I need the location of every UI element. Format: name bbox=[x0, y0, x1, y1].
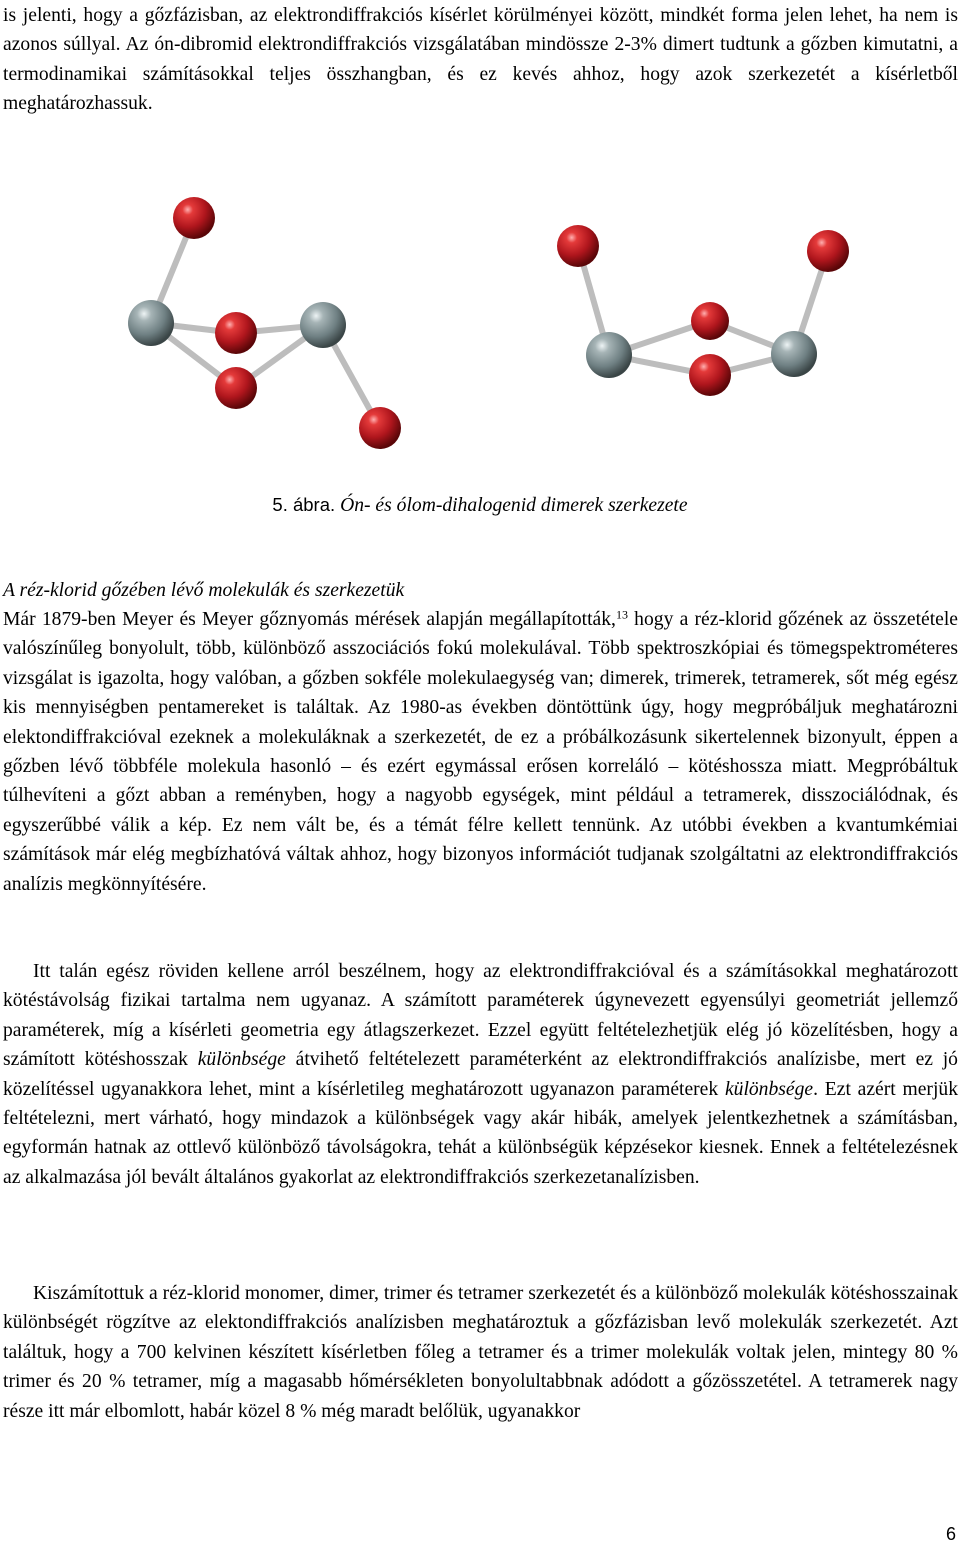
body-paragraph-2 bbox=[3, 957, 958, 1192]
emphasis-kulonbsege-2: különbsége bbox=[724, 1078, 814, 1100]
left-dimer-molecule bbox=[128, 197, 401, 449]
right-bridge-halogen-atom-1 bbox=[691, 302, 729, 340]
paragraph-2-text-c: . Ezt azért merjük feltételezni, mert várható, hogy mindazok a különbségek vagy akár hibák, amelyek jelentkezhetnek a számításban, egyformán hatnak az ottlevő különböző távolságokra, tehát a különbségük képzésekor kiesnek. Ennek a feltételezésnek az alkalmazása jól bevált általános gyakorlat az elektrondiffrakciós szerkezetanalízisben. bbox=[3, 1078, 958, 1188]
section-heading: A réz-klorid gőzében lévő molekulák és szerkezetük bbox=[3, 580, 405, 601]
paragraph-1-text-start: Már 1879-ben Meyer és Meyer gőznyomás mérések alapján megállapították, bbox=[3, 609, 616, 630]
left-metal-atom-2 bbox=[300, 302, 346, 348]
right-terminal-halogen-left-atom bbox=[557, 225, 599, 267]
paragraph-1-text-rest: hogy a réz-klorid gőzének az összetétele valószínűleg bonyolult, több, különböző asszociációs fokú molekulával. Több spektroszkópiai és tömegspektrométeres vizsgálat is igazolta, hogy valóban, a gőzben sokféle molekulaegység van; dimerek, trimerek, tetramerek, sőt még egész kis mennyiségben pentamereket is találtak. Az 1980-as években döntöttünk úgy, hogy megpróbáljuk meghatározni elektondiffrakcióval ezeknek a molekuláknak a szerkezetét, de ez a próbálkozásunk sikertelennek bizonyult, éppen a gőzben lévő többféle molekula hasonló – és ezért egymással erősen korreláló – kötéshossza miatt. Megpróbáltuk túlhevíteni a gőzt abban a reményben, hogy a nagyobb egységek, mint például a tetramerek, disszociálódnak, és egyszerűbbé válik a kép. Ez nem vált be, és a témát félre kellett tennünk. Az utóbbi években a kvantumkémiai számítások már elég megbízhatóvá váltak ahhoz, hogy bizonyos információt tudjanak szolgáltatni az elektrondiffrakciós analízis megkönnyítésére. bbox=[3, 609, 958, 895]
emphasis-kulonbsege-1: különbsége bbox=[197, 1049, 286, 1071]
right-bridge-halogen-atom-2 bbox=[689, 354, 731, 396]
right-metal-atom-1 bbox=[586, 332, 632, 378]
left-metal-atom-1 bbox=[128, 300, 174, 346]
intro-paragraph: is jelenti, hogy a gőzfázisban, az elektrondiffrakciós kísérlet körülményei között, mindkét forma jelen lehet, ha nem is azonos súllyal. Az ón-dibromid elektrondiffrakciós vizsgálatában mindössze 2-3% dimert tudtunk a gőzben kimutatni, a termodinamikai számításokkal teljes összhangban, és ez kevés ahhoz, hogy azok szerkezetét a kísérletből meghatározhassuk. bbox=[3, 5, 958, 115]
right-dimer-molecule bbox=[557, 225, 849, 396]
page-number: 6 bbox=[945, 1524, 956, 1544]
figure-caption-label: 5. ábra. bbox=[272, 494, 336, 515]
left-bridge-halogen-atom-1 bbox=[215, 312, 257, 354]
figure-caption bbox=[0, 490, 960, 520]
paragraph-2-text-b: átvihető feltételezett paraméterként az elektrondiffrakciós analízisbe, mert ez jó közelítéssel ugyanakkora lehet, mint a kísérletileg meghatározott ugyanazon paraméterek bbox=[3, 1049, 958, 1100]
right-terminal-halogen-right-atom bbox=[807, 230, 849, 272]
paragraph-2-text-a: Itt talán egész röviden kellene arról beszélnem, hogy az elektrondiffrakcióval és a számításokkal meghatározott kötéstávolság fizikai tartalma nem ugyanaz. A számított paraméterek úgynevezett egyensúlyi geometriát jellemző paraméterek, míg a kísérleti geometria egy átlagszerkezet. Ezzel együtt feltételezhetjük elég jó közelítésben, hogy a számított kötéshosszak bbox=[3, 961, 958, 1071]
molecule-figure bbox=[0, 180, 960, 470]
left-terminal-halogen-bottom-atom bbox=[359, 407, 401, 449]
figure-caption-title: Ón- és ólom-dihalogenid dimerek szerkezete bbox=[340, 495, 688, 516]
right-metal-atom-2 bbox=[771, 331, 817, 377]
left-bridge-halogen-atom-2 bbox=[215, 367, 257, 409]
left-terminal-halogen-top-atom bbox=[173, 197, 215, 239]
body-paragraph-3: Kiszámítottuk a réz-klorid monomer, dimer, trimer és tetramer szerkezetét és a különböző molekulák kötéshosszainak különbségét rögzítve az elektondiffrakciós analízisben meghatároztuk a gőzfázisban levő molekulák szerkezetét. Azt találtuk, hogy a 700 kelvinen készített kísérletben főleg a tetramer és a trimer molekulák voltak jelen, mintegy 80 % trimer és 20 % tetramer, míg a magasabb hőmérsékleten bonyolultabbnak adódott a gőzösszetétel. A tetramerek nagy része itt már elbomlott, habár közel 8 % még maradt belőlük, ugyanakkor bbox=[3, 1283, 958, 1422]
body-paragraph-1 bbox=[3, 605, 958, 899]
reference-superscript: 13 bbox=[615, 607, 628, 622]
